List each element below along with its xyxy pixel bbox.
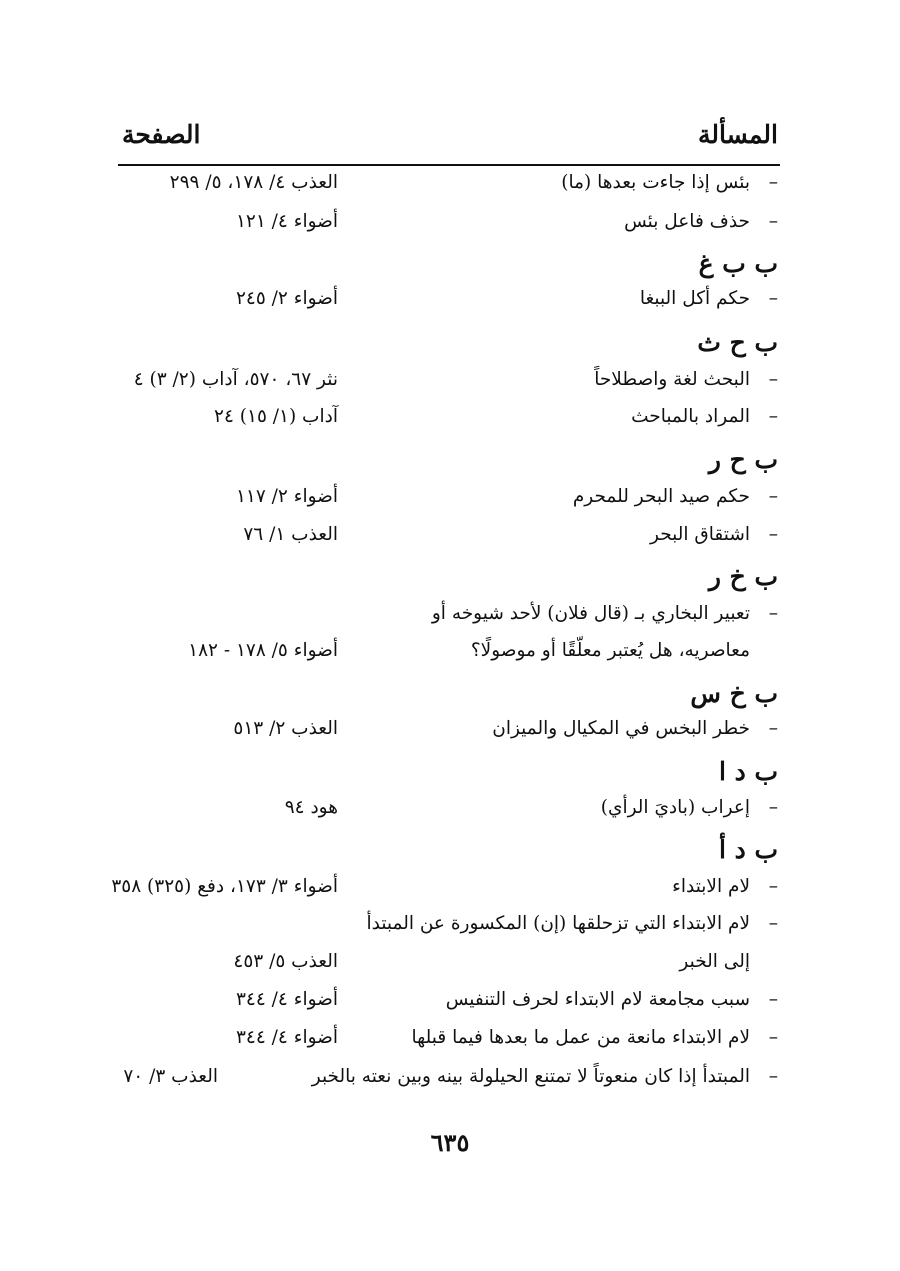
index-entry (122, 211, 778, 243)
root-heading: ب د أ (718, 835, 778, 864)
entry-dash: – (768, 989, 778, 1010)
index-entry (122, 1066, 778, 1098)
topic-column-header: المسألة (698, 120, 778, 149)
entry-dash: – (768, 486, 778, 507)
entry-dash: – (768, 172, 778, 193)
entry-reference: أضواء ٥/ ١٧٨ - ١٨٢ (188, 640, 338, 661)
index-entry (122, 1027, 778, 1059)
index-entry (122, 797, 778, 829)
entry-dash: – (768, 913, 778, 934)
index-entry (122, 603, 778, 635)
entry-topic: إلى الخبر (679, 951, 750, 972)
entry-dash: – (768, 288, 778, 309)
entry-dash: – (768, 406, 778, 427)
entry-reference: أضواء ٣/ ١٧٣، دفع (٣٢٥) ٣٥٨ (111, 876, 338, 897)
root-heading: ب د ا (718, 757, 778, 786)
entry-topic: خطر البخس في المكيال والميزان (492, 718, 750, 739)
page-column-header: الصفحة (122, 120, 201, 149)
entry-reference: نثر ٦٧، ٥٧٠، آداب (٢/ ٣) ٤ (133, 369, 338, 390)
entry-reference: العذب ٤/ ١٧٨، ٥/ ٢٩٩ (169, 172, 338, 193)
index-entry (111, 876, 778, 908)
entry-dash: – (768, 876, 778, 897)
entry-reference: أضواء ٢/ ١١٧ (235, 486, 338, 507)
entry-topic: المراد بالمباحث (631, 406, 750, 427)
entry-reference: أضواء ٤/ ٣٤٤ (235, 989, 338, 1010)
entry-topic: لام الابتداء التي تزحلقها (إن) المكسورة عن المبتدأ (366, 913, 750, 934)
entry-reference: أضواء ٤/ ١٢١ (235, 211, 338, 232)
root-heading: ب خ س (690, 679, 778, 708)
entry-reference: أضواء ٤/ ٣٤٤ (235, 1027, 338, 1048)
entry-dash: – (768, 524, 778, 545)
index-entry (122, 951, 778, 983)
entry-topic: لام الابتداء مانعة من عمل ما بعدها فيما قبلها (411, 1027, 750, 1048)
entry-dash: – (768, 718, 778, 739)
entry-topic: لام الابتداء (672, 876, 750, 897)
entry-topic: إعراب (باديَ الرأي) (600, 797, 750, 818)
entry-reference: العذب ٢/ ٥١٣ (233, 718, 338, 739)
index-entry (122, 288, 778, 320)
page-number: ٦٣٥ (430, 1128, 470, 1157)
entry-topic: المبتدأ إذا كان منعوتاً لا تمتنع الحيلولة بينه وبين نعته بالخبر (311, 1066, 750, 1087)
entry-reference: العذب ٣/ ٧٠ (123, 1066, 218, 1087)
index-entry (122, 406, 778, 438)
entry-dash: – (768, 603, 778, 624)
entry-dash: – (768, 1066, 778, 1087)
index-entry (122, 989, 778, 1021)
entry-topic: اشتقاق البحر (650, 524, 750, 545)
entry-topic: حكم صيد البحر للمحرم (572, 486, 750, 507)
index-entry (122, 640, 778, 672)
entry-reference: العذب ١/ ٧٦ (243, 524, 338, 545)
index-entry (122, 524, 778, 556)
index-entry (122, 486, 778, 518)
root-heading: ب ب غ (698, 249, 778, 278)
entry-reference: أضواء ٢/ ٢٤٥ (235, 288, 338, 309)
entry-dash: – (768, 1027, 778, 1048)
index-entry (122, 172, 778, 204)
entry-topic: معاصريه، هل يُعتبر معلّقًا أو موصولًا؟ (470, 640, 750, 661)
entry-topic: تعبير البخاري بـ (قال فلان) لأحد شيوخه أو (431, 603, 750, 624)
entry-reference: العذب ٥/ ٤٥٣ (233, 951, 338, 972)
root-heading: ب ح ث (697, 328, 778, 357)
entry-topic: البحث لغة واصطلاحاً (594, 369, 750, 390)
entry-dash: – (768, 211, 778, 232)
index-entry (122, 913, 778, 945)
entry-topic: سبب مجامعة لام الابتداء لحرف التنفيس (445, 989, 750, 1010)
root-heading: ب ح ر (708, 445, 778, 474)
entry-dash: – (768, 369, 778, 390)
entry-dash: – (768, 797, 778, 818)
header-rule (118, 164, 780, 166)
index-entry (122, 369, 778, 401)
entry-topic: بئس إذا جاءت بعدها (ما) (561, 172, 750, 193)
entry-topic: حكم أكل الببغا (639, 288, 750, 309)
entry-reference: هود ٩٤ (284, 797, 338, 818)
index-entry (122, 718, 778, 750)
entry-topic: حذف فاعل بئس (624, 211, 750, 232)
root-heading: ب خ ر (708, 562, 778, 591)
entry-reference: آداب (١/ ١٥) ٢٤ (214, 406, 338, 427)
